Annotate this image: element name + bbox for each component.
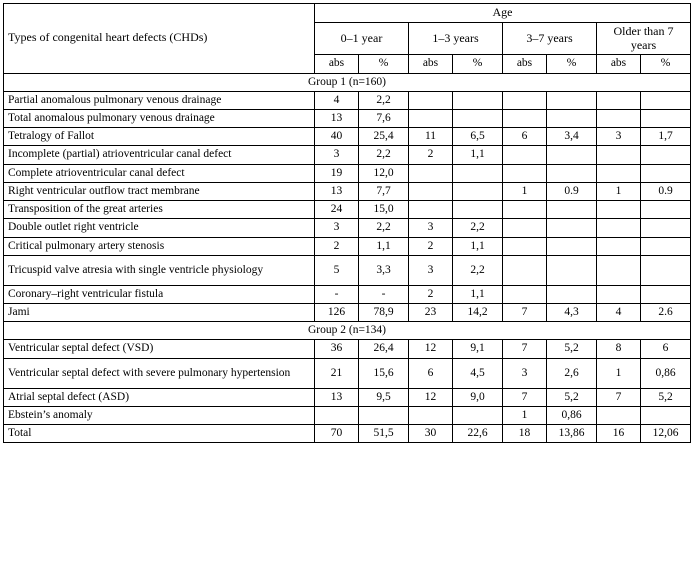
value-abs-1: [409, 164, 453, 182]
value-abs-1: [409, 182, 453, 200]
table-row: [4, 110, 691, 128]
value-pct-3: 6: [641, 340, 691, 358]
header-age-label: Age: [315, 4, 691, 23]
value-pct-3: [641, 201, 691, 219]
value-abs-3: 4: [597, 304, 641, 322]
value-pct-0: 51,5: [359, 425, 409, 443]
value-abs-1: 23: [409, 304, 453, 322]
value-abs-1: 12: [409, 340, 453, 358]
header-types-label: Types of congenital heart defects (CHDs): [4, 4, 315, 74]
value-pct-2: [547, 110, 597, 128]
table-row: [4, 255, 691, 285]
value-pct-2: 4,3: [547, 304, 597, 322]
group-title: Group 1 (n=160): [4, 73, 691, 91]
value-abs-3: [597, 110, 641, 128]
defect-name: Tricuspid valve atresia with single ventricle physiology: [4, 255, 315, 285]
defect-name: Ventricular septal defect (VSD): [4, 340, 315, 358]
value-pct-3: 1,7: [641, 128, 691, 146]
value-pct-2: [547, 91, 597, 109]
header-pct-2: %: [547, 55, 597, 73]
value-abs-1: 6: [409, 358, 453, 388]
group-title-row: [4, 322, 691, 340]
value-pct-3: 5,2: [641, 388, 691, 406]
value-pct-1: 9,1: [453, 340, 503, 358]
value-abs-2: [503, 91, 547, 109]
value-abs-0: 4: [315, 91, 359, 109]
value-abs-0: 3: [315, 219, 359, 237]
value-pct-2: 3,4: [547, 128, 597, 146]
value-pct-0: 2,2: [359, 91, 409, 109]
value-abs-1: 11: [409, 128, 453, 146]
defect-name: Complete atrioventricular canal defect: [4, 164, 315, 182]
value-abs-0: 126: [315, 304, 359, 322]
defect-name: Incomplete (partial) atrioventricular canal defect: [4, 146, 315, 164]
table-row: [4, 388, 691, 406]
table-row: [4, 91, 691, 109]
defect-name: Tetralogy of Fallot: [4, 128, 315, 146]
value-abs-1: 3: [409, 255, 453, 285]
value-abs-1: [409, 91, 453, 109]
chd-statistics-table: [3, 3, 691, 443]
value-abs-1: 3: [409, 219, 453, 237]
value-pct-1: 14,2: [453, 304, 503, 322]
value-abs-3: [597, 146, 641, 164]
header-row-age: [4, 4, 691, 23]
table-header: [4, 4, 691, 74]
value-pct-1: 22,6: [453, 425, 503, 443]
value-abs-3: 1: [597, 182, 641, 200]
value-pct-1: 9,0: [453, 388, 503, 406]
value-pct-1: 1,1: [453, 237, 503, 255]
value-pct-0: 15,0: [359, 201, 409, 219]
value-abs-2: [503, 255, 547, 285]
header-pct-3: %: [641, 55, 691, 73]
value-pct-2: 2,6: [547, 358, 597, 388]
defect-name: Right ventricular outflow tract membrane: [4, 182, 315, 200]
value-pct-3: 2.6: [641, 304, 691, 322]
value-abs-2: 7: [503, 304, 547, 322]
table-row: [4, 164, 691, 182]
defect-name: Ventricular septal defect with severe pulmonary hypertension: [4, 358, 315, 388]
value-pct-1: [453, 406, 503, 424]
value-pct-2: 0.9: [547, 182, 597, 200]
defect-name: Atrial septal defect (ASD): [4, 388, 315, 406]
value-abs-2: [503, 237, 547, 255]
value-pct-0: 7,6: [359, 110, 409, 128]
value-pct-2: [547, 219, 597, 237]
value-abs-3: [597, 164, 641, 182]
value-pct-1: 2,2: [453, 219, 503, 237]
table-row: [4, 219, 691, 237]
value-pct-0: 2,2: [359, 219, 409, 237]
value-abs-0: 5: [315, 255, 359, 285]
value-abs-2: 7: [503, 340, 547, 358]
value-abs-1: 2: [409, 285, 453, 303]
defect-name: Transposition of the great arteries: [4, 201, 315, 219]
header-pct-0: %: [359, 55, 409, 73]
value-abs-1: 12: [409, 388, 453, 406]
defect-name: Total: [4, 425, 315, 443]
value-pct-2: 13,86: [547, 425, 597, 443]
value-abs-2: 6: [503, 128, 547, 146]
value-pct-1: [453, 91, 503, 109]
value-pct-3: [641, 285, 691, 303]
value-pct-1: [453, 182, 503, 200]
value-abs-0: 13: [315, 182, 359, 200]
header-age-group-1: 1–3 years: [409, 22, 503, 55]
group-title-row: [4, 73, 691, 91]
value-abs-1: [409, 201, 453, 219]
value-pct-0: [359, 406, 409, 424]
value-pct-3: [641, 219, 691, 237]
value-pct-3: [641, 255, 691, 285]
value-abs-3: [597, 237, 641, 255]
value-abs-3: 16: [597, 425, 641, 443]
value-pct-3: [641, 110, 691, 128]
table-row: [4, 182, 691, 200]
value-pct-1: 1,1: [453, 285, 503, 303]
value-pct-3: [641, 91, 691, 109]
value-pct-3: [641, 237, 691, 255]
value-abs-2: [503, 219, 547, 237]
value-pct-1: [453, 110, 503, 128]
value-abs-0: 70: [315, 425, 359, 443]
value-abs-3: 1: [597, 358, 641, 388]
value-pct-1: 1,1: [453, 146, 503, 164]
value-pct-0: 1,1: [359, 237, 409, 255]
value-pct-0: 3,3: [359, 255, 409, 285]
value-abs-2: 1: [503, 182, 547, 200]
value-pct-0: 15,6: [359, 358, 409, 388]
value-abs-1: [409, 110, 453, 128]
value-abs-2: [503, 201, 547, 219]
value-pct-0: 25,4: [359, 128, 409, 146]
table-row: [4, 201, 691, 219]
value-pct-3: [641, 406, 691, 424]
defect-name: Coronary–right ventricular fistula: [4, 285, 315, 303]
value-abs-1: 2: [409, 146, 453, 164]
header-abs-1: abs: [409, 55, 453, 73]
value-abs-0: 13: [315, 110, 359, 128]
defect-name: Critical pulmonary artery stenosis: [4, 237, 315, 255]
value-pct-3: 0,86: [641, 358, 691, 388]
value-abs-1: 2: [409, 237, 453, 255]
table-row: [4, 340, 691, 358]
group-title: Group 2 (n=134): [4, 322, 691, 340]
header-age-group-3: Older than 7 years: [597, 22, 691, 55]
header-pct-1: %: [453, 55, 503, 73]
value-abs-0: 36: [315, 340, 359, 358]
value-pct-3: 0.9: [641, 182, 691, 200]
value-pct-0: 7,7: [359, 182, 409, 200]
table-body: [4, 73, 691, 443]
table-row: [4, 304, 691, 322]
value-abs-0: 24: [315, 201, 359, 219]
value-abs-0: 13: [315, 388, 359, 406]
table-row: [4, 237, 691, 255]
value-pct-2: [547, 164, 597, 182]
value-abs-3: [597, 201, 641, 219]
value-abs-1: 30: [409, 425, 453, 443]
table-row: [4, 358, 691, 388]
defect-name: Total anomalous pulmonary venous drainage: [4, 110, 315, 128]
value-pct-2: 5,2: [547, 340, 597, 358]
value-pct-2: [547, 255, 597, 285]
value-abs-2: 7: [503, 388, 547, 406]
value-abs-3: [597, 406, 641, 424]
value-pct-2: 0,86: [547, 406, 597, 424]
value-pct-0: 26,4: [359, 340, 409, 358]
value-abs-2: [503, 285, 547, 303]
value-pct-2: [547, 146, 597, 164]
value-pct-2: [547, 285, 597, 303]
value-abs-2: [503, 146, 547, 164]
table-row: [4, 425, 691, 443]
value-abs-0: 2: [315, 237, 359, 255]
value-pct-1: [453, 164, 503, 182]
header-abs-2: abs: [503, 55, 547, 73]
value-pct-2: [547, 201, 597, 219]
value-pct-1: [453, 201, 503, 219]
value-abs-3: [597, 219, 641, 237]
defect-name: Jami: [4, 304, 315, 322]
value-abs-3: 3: [597, 128, 641, 146]
value-abs-2: [503, 164, 547, 182]
value-pct-1: 6,5: [453, 128, 503, 146]
table-row: [4, 146, 691, 164]
header-abs-0: abs: [315, 55, 359, 73]
defect-name: Ebstein’s anomaly: [4, 406, 315, 424]
value-abs-0: 21: [315, 358, 359, 388]
value-abs-3: [597, 91, 641, 109]
value-pct-1: 4,5: [453, 358, 503, 388]
defect-name: Partial anomalous pulmonary venous drainage: [4, 91, 315, 109]
value-abs-2: 18: [503, 425, 547, 443]
value-abs-0: 19: [315, 164, 359, 182]
value-abs-3: [597, 255, 641, 285]
value-abs-1: [409, 406, 453, 424]
defect-name: Double outlet right ventricle: [4, 219, 315, 237]
value-abs-3: [597, 285, 641, 303]
value-abs-0: [315, 406, 359, 424]
value-abs-2: 1: [503, 406, 547, 424]
value-pct-0: 2,2: [359, 146, 409, 164]
value-abs-0: 40: [315, 128, 359, 146]
header-age-group-2: 3–7 years: [503, 22, 597, 55]
value-pct-0: 12,0: [359, 164, 409, 182]
value-pct-0: 9,5: [359, 388, 409, 406]
value-pct-0: 78,9: [359, 304, 409, 322]
value-abs-3: 8: [597, 340, 641, 358]
value-pct-2: [547, 237, 597, 255]
header-age-group-0: 0–1 year: [315, 22, 409, 55]
value-abs-0: 3: [315, 146, 359, 164]
header-abs-3: abs: [597, 55, 641, 73]
value-abs-3: 7: [597, 388, 641, 406]
value-pct-3: [641, 164, 691, 182]
value-pct-1: 2,2: [453, 255, 503, 285]
value-pct-0: -: [359, 285, 409, 303]
value-pct-2: 5,2: [547, 388, 597, 406]
value-pct-3: [641, 146, 691, 164]
value-abs-2: 3: [503, 358, 547, 388]
table-row: [4, 406, 691, 424]
value-pct-3: 12,06: [641, 425, 691, 443]
value-abs-0: -: [315, 285, 359, 303]
table-row: [4, 128, 691, 146]
value-abs-2: [503, 110, 547, 128]
table-row: [4, 285, 691, 303]
